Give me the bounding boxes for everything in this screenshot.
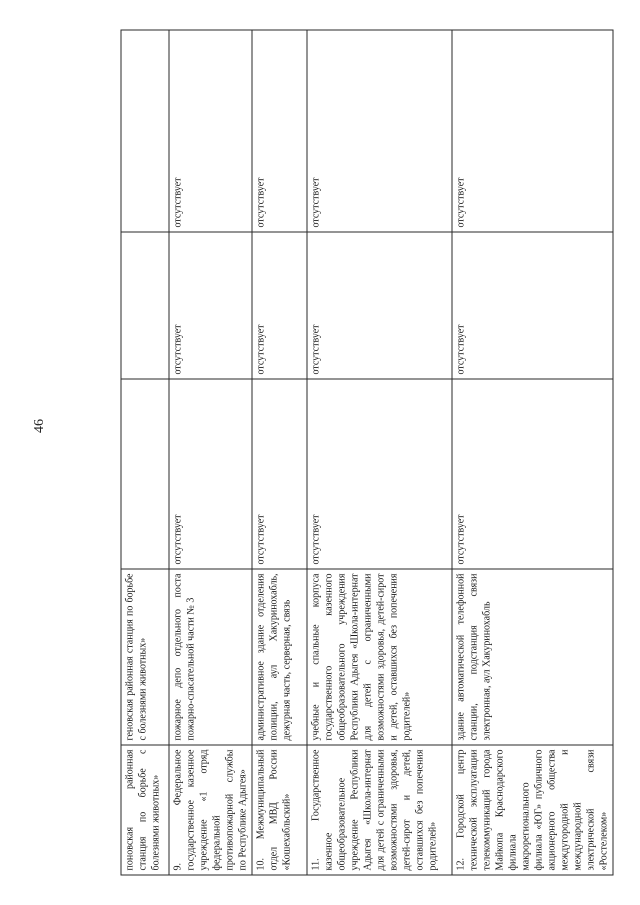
cell-text: отсутствует bbox=[310, 514, 321, 565]
table-row bbox=[121, 30, 169, 875]
status-cell bbox=[121, 30, 169, 232]
cell-text: отсутствует bbox=[172, 514, 183, 565]
cell-text: 9. Федеральное государственное казенное учреждение «1 отряд федеральной противопожарной службы по Республике Адыгея» bbox=[172, 749, 248, 871]
table-row bbox=[452, 30, 613, 875]
cell-text: отсутствует bbox=[455, 177, 466, 228]
status-cell bbox=[307, 379, 452, 569]
cell-text: отсутствует bbox=[455, 514, 466, 565]
status-cell bbox=[452, 30, 613, 232]
table-row bbox=[252, 30, 307, 875]
cell-text: 11. Государственное казенное общеобразовательное учреждение Республики Адыгея «Школа-интернат для детей с ограниченными возможностями здоровья, детей-сирот и детей, оставшихся без попечения родителей» bbox=[310, 749, 438, 871]
cell-text: пожарное депо отдельного поста пожарно-спасательной части № 3 bbox=[172, 573, 196, 741]
cell-text: 10. Межмуниципальный отдел МВД России «Кошехабльский» bbox=[255, 749, 292, 871]
facility-cell bbox=[169, 569, 252, 745]
facility-cell bbox=[252, 569, 307, 745]
cell-text: административное здание отделения полиции, аул Хакуринохабль, дежурная часть, серверная, связь bbox=[255, 573, 292, 741]
cell-text: отсутствует bbox=[172, 177, 183, 228]
cell-text: отсутствует bbox=[310, 177, 321, 228]
cell-text: геновская районная станция по борьбе с болезнями животных» bbox=[124, 573, 148, 741]
facility-cell bbox=[121, 569, 169, 745]
facility-cell bbox=[452, 569, 613, 745]
status-cell bbox=[307, 232, 452, 379]
status-cell bbox=[452, 379, 613, 569]
cell-text: отсутствует bbox=[255, 324, 266, 375]
rotated-page-content bbox=[120, 31, 609, 876]
organization-cell bbox=[169, 745, 252, 875]
table-row bbox=[169, 30, 252, 875]
cell-text: отсутствует bbox=[172, 324, 183, 375]
status-cell bbox=[169, 379, 252, 569]
status-cell bbox=[252, 379, 307, 569]
status-cell bbox=[452, 232, 613, 379]
organization-cell bbox=[452, 745, 613, 875]
organization-cell bbox=[307, 745, 452, 875]
organization-cell bbox=[252, 745, 307, 875]
table-row bbox=[307, 30, 452, 875]
cell-text: отсутствует bbox=[310, 324, 321, 375]
status-cell bbox=[252, 30, 307, 232]
status-cell bbox=[121, 379, 169, 569]
facility-cell bbox=[307, 569, 452, 745]
cell-text: учебные и спальные корпуса государственного казенного общеобразовательного учреждения Республики Адыгея «Школа-интернат для детей с ограниченными возможностями здоровья, детей-сирот и детей, оставшихся без попечения родителей» bbox=[310, 573, 412, 741]
page-number: 46 bbox=[32, 419, 47, 433]
cell-text: отсутствует bbox=[255, 514, 266, 565]
status-cell bbox=[169, 30, 252, 232]
status-cell bbox=[169, 232, 252, 379]
cell-text: отсутствует bbox=[255, 177, 266, 228]
cell-text: поновская районная станция по борьбе с болезнями животных» bbox=[124, 749, 161, 871]
cell-text: здание автоматической телефонной станции, подстанция связи электронная, аул Хакуринохабль bbox=[455, 573, 492, 741]
status-cell bbox=[252, 232, 307, 379]
status-cell bbox=[307, 30, 452, 232]
organization-cell bbox=[121, 745, 169, 875]
cell-text: отсутствует bbox=[455, 324, 466, 375]
cell-text: 12. Городской центр технической эксплуатации телекоммуникаций города Майкопа Краснодарского филиала макрорегионального филиала «ЮГ» публичного акционерного общества междугородной и международной электрической связи «Ростелеком» bbox=[455, 749, 609, 871]
status-cell bbox=[121, 232, 169, 379]
facilities-table bbox=[120, 30, 613, 876]
